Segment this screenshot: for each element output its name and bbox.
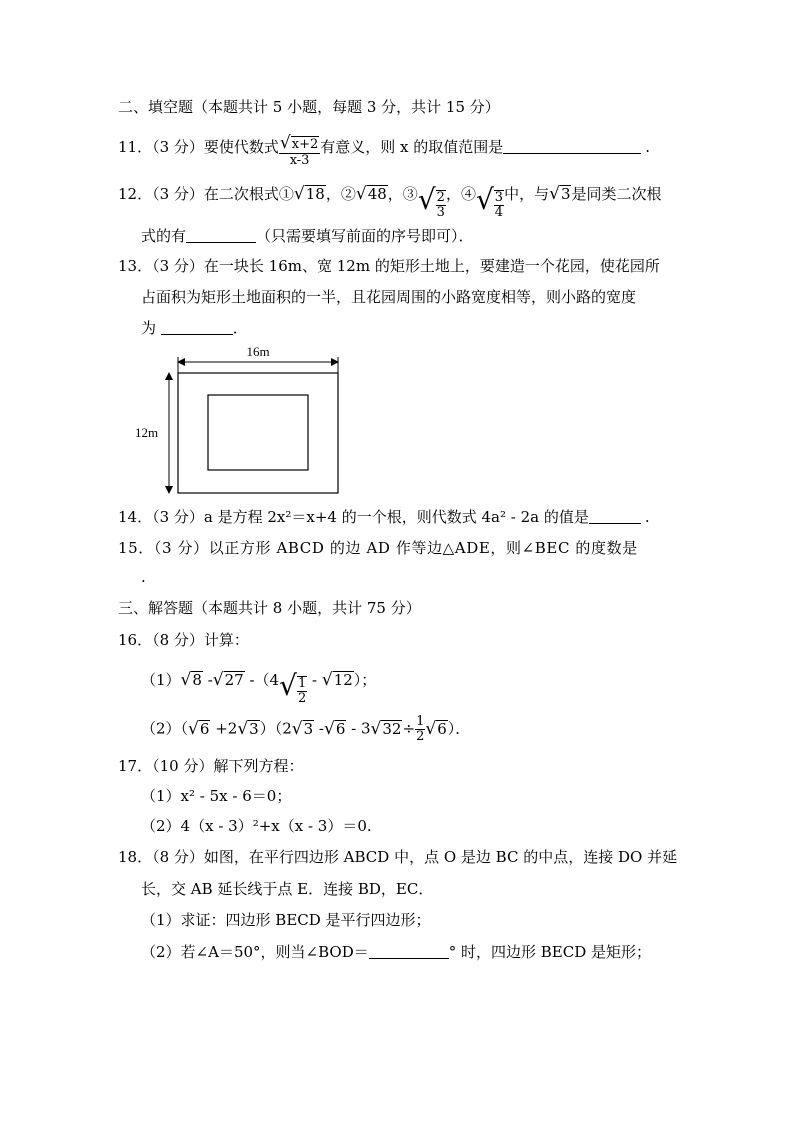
q18-p2-suffix: ° 时，四边形 BECD 是矩形； — [448, 943, 652, 961]
q16-p1-op-1: - — [202, 671, 213, 689]
q16-p2-radical-3: √3 — [291, 718, 314, 739]
question-16-part-2 — [141, 715, 470, 744]
q16-p1-op-2: -（4 — [244, 671, 280, 689]
question-14 — [118, 507, 650, 527]
question-13-line-3 — [141, 318, 248, 338]
question-15-line-2: . — [141, 568, 146, 586]
q12-radical-3: √ $\frac{2}{3}$ — [417, 183, 445, 220]
q16-p2-end: ）． — [447, 719, 471, 738]
outer-rectangle — [178, 373, 338, 493]
q14-answer-blank[interactable] — [589, 508, 641, 524]
question-16-part-1 — [141, 670, 376, 706]
question-18-line-2: 长，交 AB 延长线于点 E．连接 BD，EC． — [141, 880, 434, 898]
q16-p2-radical-6: √6 — [425, 718, 447, 739]
q14-text: 14．（3 分）a 是方程 2x²＝x+4 的一个根，则代数式 4a² - 2a 的值是 — [118, 508, 589, 526]
q13-line3-end: ． — [232, 319, 248, 337]
q13-answer-blank[interactable] — [161, 319, 233, 335]
inner-garden-rectangle — [208, 395, 308, 470]
q18-p2-prefix: （2）若∠A＝50°，则当∠BOD＝ — [141, 943, 369, 961]
width-label: 16m — [246, 344, 270, 359]
q16-p1-end: ）； — [353, 671, 377, 689]
q16-p2-op-4: - 3 — [346, 719, 371, 738]
q11-answer-blank[interactable] — [503, 138, 641, 154]
question-18-part-1: （1）求证：四边形 BECD 是平行四边形； — [141, 911, 431, 929]
q12-line2-suffix: （只需要填写前面的序号即可）． — [256, 227, 474, 245]
q16-p2-radical-4: √6 — [324, 718, 346, 739]
section-heading-solve: 三、解答题（本题共计 8 小题，共计 75 分） — [118, 599, 421, 617]
q16-p1-radical-3: √ $\frac{1}{2}$ — [279, 669, 307, 706]
q12-radical-1: √18 — [293, 184, 325, 204]
q13-figure — [135, 340, 350, 500]
q12-sep-1: ，② — [325, 185, 356, 203]
q11-numerator: √x+2 — [279, 133, 319, 153]
question-13-line-2: 占面积为矩形土地面积的一半，且花园周围的小路宽度相等，则小路的宽度 — [141, 288, 637, 306]
q16-p2-label: （2）（ — [141, 719, 189, 738]
height-label: 12m — [135, 425, 159, 440]
q12-sep-3: ，④ — [445, 185, 476, 203]
question-15: 15．（3 分）以正方形 ABCD 的边 AD 作等边△ADE，则∠BEC 的度数是 — [118, 539, 638, 557]
q18-answer-blank[interactable] — [369, 943, 449, 959]
q12-prefix: 12．（3 分）在二次根式① — [118, 185, 294, 203]
q16-p2-radical-1: √6 — [188, 718, 210, 739]
question-12 — [118, 184, 662, 220]
q16-p1-radical-2: √27 — [212, 670, 244, 690]
q16-p1-radical-1: √8 — [180, 670, 202, 690]
q11-prefix: 11．（3 分）要使代数式 — [118, 138, 279, 156]
q12-answer-blank[interactable] — [186, 227, 256, 243]
q12-sep-2: ，③ — [387, 185, 418, 203]
q11-fraction — [279, 133, 320, 168]
q12-radical-2: √48 — [355, 184, 387, 204]
q16-p2-op-3: - — [314, 719, 324, 738]
q13-line3-prefix: 为 — [141, 319, 161, 337]
q16-p2-radical-5: √32 — [370, 718, 402, 739]
q12-sep-4: 中，与 — [504, 185, 550, 203]
question-11 — [118, 133, 651, 168]
question-12-line-2 — [141, 226, 474, 246]
question-16-title: 16．（8 分）计算： — [118, 631, 249, 649]
q12-suffix: 是同类二次根 — [571, 185, 662, 203]
q11-denominator: x-3 — [289, 153, 310, 168]
question-18-part-2 — [141, 942, 651, 962]
section-heading-fill-in: 二、填空题（本题共计 5 小题，每题 3 分，共计 15 分） — [118, 98, 500, 116]
q16-p2-op-2: ）（2 — [259, 719, 292, 738]
q12-line2-prefix: 式的有 — [141, 227, 187, 245]
q16-p2-op-1: +2 — [210, 719, 238, 738]
question-17-part-1: （1）x² - 5x - 6＝0； — [141, 787, 292, 805]
q16-p1-radical-4: √12 — [321, 670, 353, 690]
question-17-part-2: （2）4（x - 3）²+x（x - 3）＝0. — [141, 817, 372, 835]
q16-p2-fraction: $\frac{1}{2}$ — [416, 714, 425, 744]
q16-p2-op-5: ÷ — [402, 719, 416, 738]
question-17-title: 17．（10 分）解下列方程： — [118, 757, 304, 775]
q12-radical-5: √3 — [549, 184, 571, 204]
q16-p2-radical-2: √3 — [237, 718, 259, 739]
q16-p1-op-3: - — [307, 671, 322, 689]
question-18-line-1: 18．（8 分）如图，在平行四边形 ABCD 中，点 O 是边 BC 的中点，连接 DO 并延 — [118, 848, 678, 866]
q14-end: . — [644, 508, 650, 526]
q16-p1-label: （1） — [141, 671, 181, 689]
q12-radical-4: √ $\frac{3}{4}$ — [475, 183, 504, 220]
question-13-line-1: 13．（3 分）在一块长 16m、宽 12m 的矩形土地上，要建造一个花园，使花园所 — [118, 257, 660, 275]
q11-end: . — [645, 138, 651, 156]
q11-suffix: 有意义，则 x 的取值范围是 — [320, 138, 504, 156]
